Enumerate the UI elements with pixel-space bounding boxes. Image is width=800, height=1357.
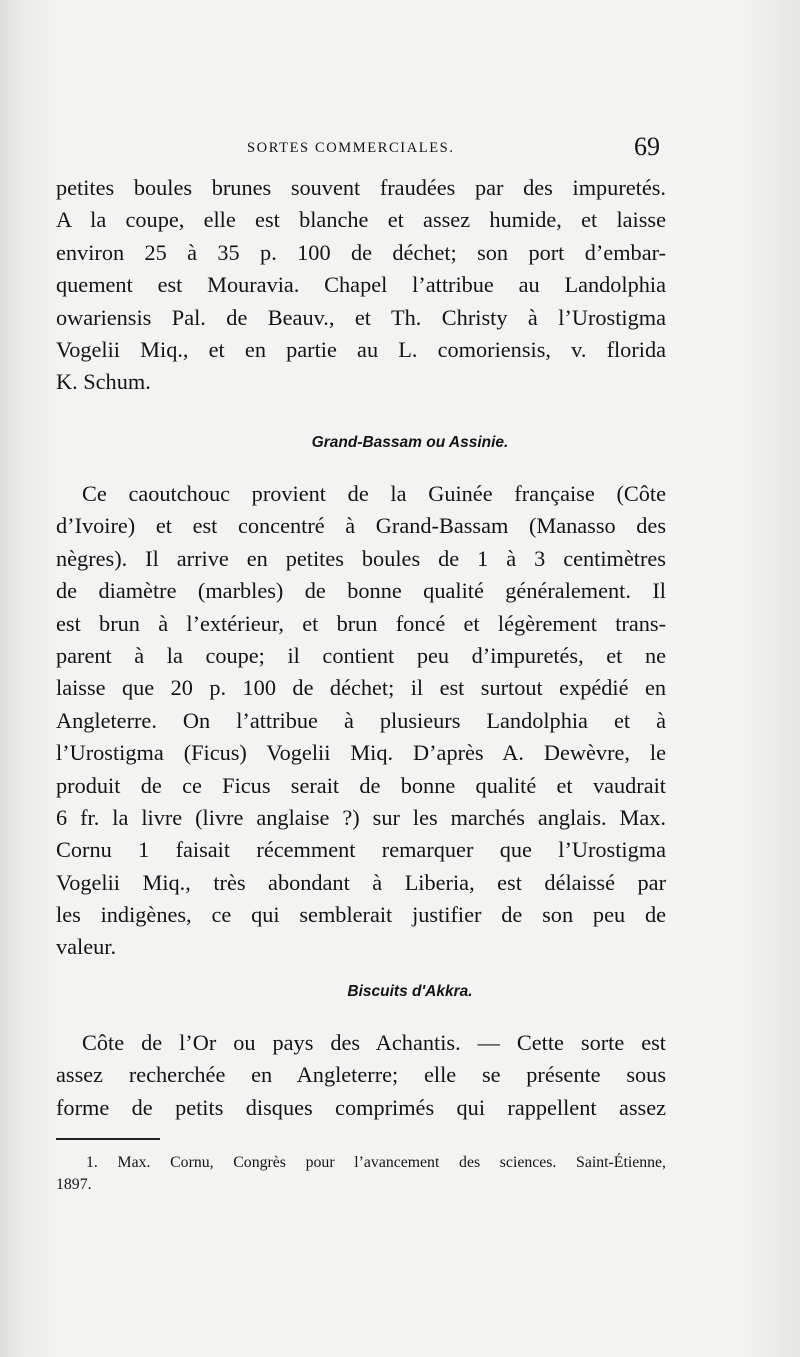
- text-line: de diamètre (marbles) de bonne qualité généralement. Il: [56, 578, 666, 604]
- text-line: quement est Mouravia. Chapel l’attribue au Landolphia: [56, 272, 666, 298]
- text-line: Vogelii Miq., et en partie au L. comoriensis, v. florida: [56, 336, 666, 362]
- footnote-separator: [56, 1138, 160, 1140]
- section-heading-biscuits-akkra: Biscuits d'Akkra.: [347, 983, 473, 1000]
- text-line: valeur.: [56, 934, 117, 960]
- text-line: environ 25 à 35 p. 100 de déchet; son port d’embar-: [56, 239, 666, 265]
- text-line: produit de ce Ficus serait de bonne qualité et vaudrait: [56, 772, 666, 798]
- text-line: laisse que 20 p. 100 de déchet; il est surtout expédié en: [56, 675, 666, 701]
- text-line: 6 fr. la livre (livre anglaise ?) sur les marchés anglais. Max.: [56, 804, 666, 830]
- text-line: Cornu 1 faisait récemment remarquer que l’Urostigma: [56, 837, 666, 863]
- page-header: [0, 132, 800, 168]
- paragraph-3: [56, 1027, 666, 1124]
- text-line: l’Urostigma (Ficus) Vogelii Miq. D’après A. Dewèvre, le: [56, 740, 666, 766]
- paragraph-1: [56, 172, 666, 399]
- footnote-line: 1897.: [56, 1176, 92, 1193]
- running-title: SORTES COMMERCIALES.: [247, 140, 455, 156]
- text-line: forme de petits disques comprimés qui rappellent assez: [56, 1094, 666, 1120]
- text-line: A la coupe, elle est blanche et assez humide, et laisse: [56, 207, 666, 233]
- text-line: parent à la coupe; il contient peu d’impuretés, et ne: [56, 642, 666, 668]
- text-line: K. Schum.: [56, 369, 151, 395]
- footnote: [56, 1152, 666, 1196]
- text-line: Angleterre. On l’attribue à plusieurs Landolphia et à: [56, 707, 666, 733]
- paragraph-2: [56, 478, 666, 964]
- text-line: Côte de l’Or ou pays des Achantis. — Cette sorte est: [82, 1030, 666, 1055]
- text-line: petites boules brunes souvent fraudées par des impuretés.: [56, 175, 666, 200]
- text-line: est brun à l’extérieur, et brun foncé et légèrement trans-: [56, 610, 666, 636]
- text-line: les indigènes, ce qui semblerait justifier de son peu de: [56, 902, 666, 928]
- text-line: assez recherchée en Angleterre; elle se présente sous: [56, 1062, 666, 1088]
- text-line: nègres). Il arrive en petites boules de 1 à 3 centimètres: [56, 545, 666, 571]
- footnote-line: 1. Max. Cornu, Congrès pour l’avancement des sciences. Saint-Étienne,: [86, 1154, 666, 1171]
- text-line: Ce caoutchouc provient de la Guinée française (Côte: [82, 481, 666, 506]
- text-line: owariensis Pal. de Beauv., et Th. Christy à l’Urostigma: [56, 304, 666, 330]
- text-line: d’Ivoire) et est concentré à Grand-Bassam (Manasso des: [56, 513, 666, 539]
- section-heading-grand-bassam: Grand-Bassam ou Assinie.: [311, 434, 509, 451]
- page-number: 69: [634, 132, 660, 161]
- text-line: Vogelii Miq., très abondant à Liberia, est délaissé par: [56, 869, 666, 895]
